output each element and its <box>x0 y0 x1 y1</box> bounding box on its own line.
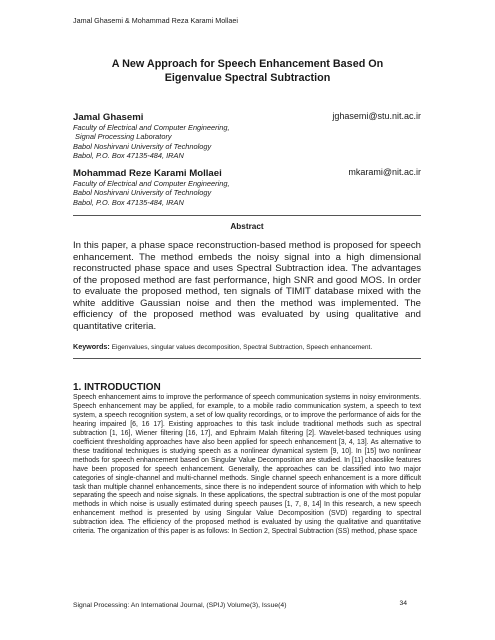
keywords <box>73 343 421 352</box>
author-block-1 <box>73 112 421 160</box>
abstract-bottom-rule <box>73 358 421 359</box>
affiliation-line: Faculty of Electrical and Computer Engineering, <box>73 179 230 188</box>
keywords-text: Eigenvalues, singular values decomposition, Spectral Subtraction, Speech enhancement. <box>111 344 373 351</box>
abstract-text: In this paper, a phase space reconstruction-based method is proposed for speech enhancement. The method embeds the noisy signal into a high dimensional reconstructed phase space and uses Spectral Subtraction idea. The advantages of the proposed method are fast performance, high SNR and good MOS. In order to evaluate the proposed method, ten signals of TIMIT database mixed with the white additive Gaussian noise and then the method was implemented. The efficiency of the proposed method was evaluated by using qualitative and quantitative criteria. <box>73 240 421 332</box>
author-name: Jamal Ghasemi <box>73 112 144 123</box>
footer-page-number: 34 <box>399 600 407 607</box>
abstract-heading: Abstract <box>230 222 264 231</box>
paper-title <box>60 58 435 85</box>
affiliation-line: Babol, P.O. Box 47135-484, IRAN <box>73 150 184 160</box>
affiliation-line: Signal Processing Laboratory <box>73 132 172 142</box>
author-email: mkarami@nit.ac.ir <box>348 167 421 177</box>
title-line: Eigenvalue Spectral Subtraction <box>164 71 331 84</box>
title-line: A New Approach for Speech Enhancement Based On <box>111 58 384 70</box>
affiliation-line: Babol, P.O. Box 47135-484, IRAN <box>73 197 184 207</box>
affiliation-line: Babol Noshirvani University of Technology <box>73 141 212 151</box>
author-email: jghasemi@stu.nit.ac.ir <box>332 111 421 121</box>
author-name: Mohammad Reze Karami Mollaei <box>73 168 222 179</box>
section-body: Speech enhancement aims to improve the performance of speech communication systems in noisy environments. Speech enhancement may be applied, for example, to a mobile radio communication system, a speech to text system, a speech recognition system, a set of low quality recordings, or to improve the performance of aids for the hearing impaired [6, 16 17]. Existing approaches to this task include traditional methods such as spectral subtraction [1, 16], Wiener filtering [16, 17], and Ephraim Malah filtering [2]. Wavelet-based techniques using coefficient thresholding approaches have also been applied for speech enhancement [3, 4, 13]. As alternative to these traditional techniques is studying speech as a nonlinear dynamical system [9, 10]. In [15] two nonlinear methods for speech enhancement based on Singular Value Decomposition are studied. In [11] chaoslike features have been proposed for speech enhancement. Generally, the approaches can be classified into two major categories of single-channel and multi-channel methods. Single channel speech enhancement is a more difficult task than multiple channel enhancements, since there is no independent source of information with which to help separating the speech and noise signals. In these applications, the spectral subtraction is one of the most popular methods in which noise is usually estimated during speech pauses [1, 7, 8, 14] In this research, a new speech enhancement method is presented by using Singular Value Decomposition (SVD) regarding to spectral subtraction idea. The efficiency of the proposed method is evaluated by using the qualitative and quantitative criteria. The organization of this paper is as follows: In Section 2, Spectral Subtraction (SS) method, phase space <box>73 394 421 536</box>
author-block-2 <box>73 168 421 207</box>
keywords-label: Keywords: <box>73 342 110 351</box>
abstract-top-rule <box>73 215 421 216</box>
running-head: Jamal Ghasemi & Mohammad Reza Karami Mollaei <box>73 16 238 25</box>
affiliation-line: Babol Noshirvani University of Technology <box>73 188 212 198</box>
section-heading: 1. INTRODUCTION <box>73 382 161 393</box>
affiliation-line: Faculty of Electrical and Computer Engineering, <box>73 123 230 132</box>
footer-journal: Signal Processing: An International Journal, (SPIJ) Volume(3), Issue(4) <box>73 602 287 609</box>
